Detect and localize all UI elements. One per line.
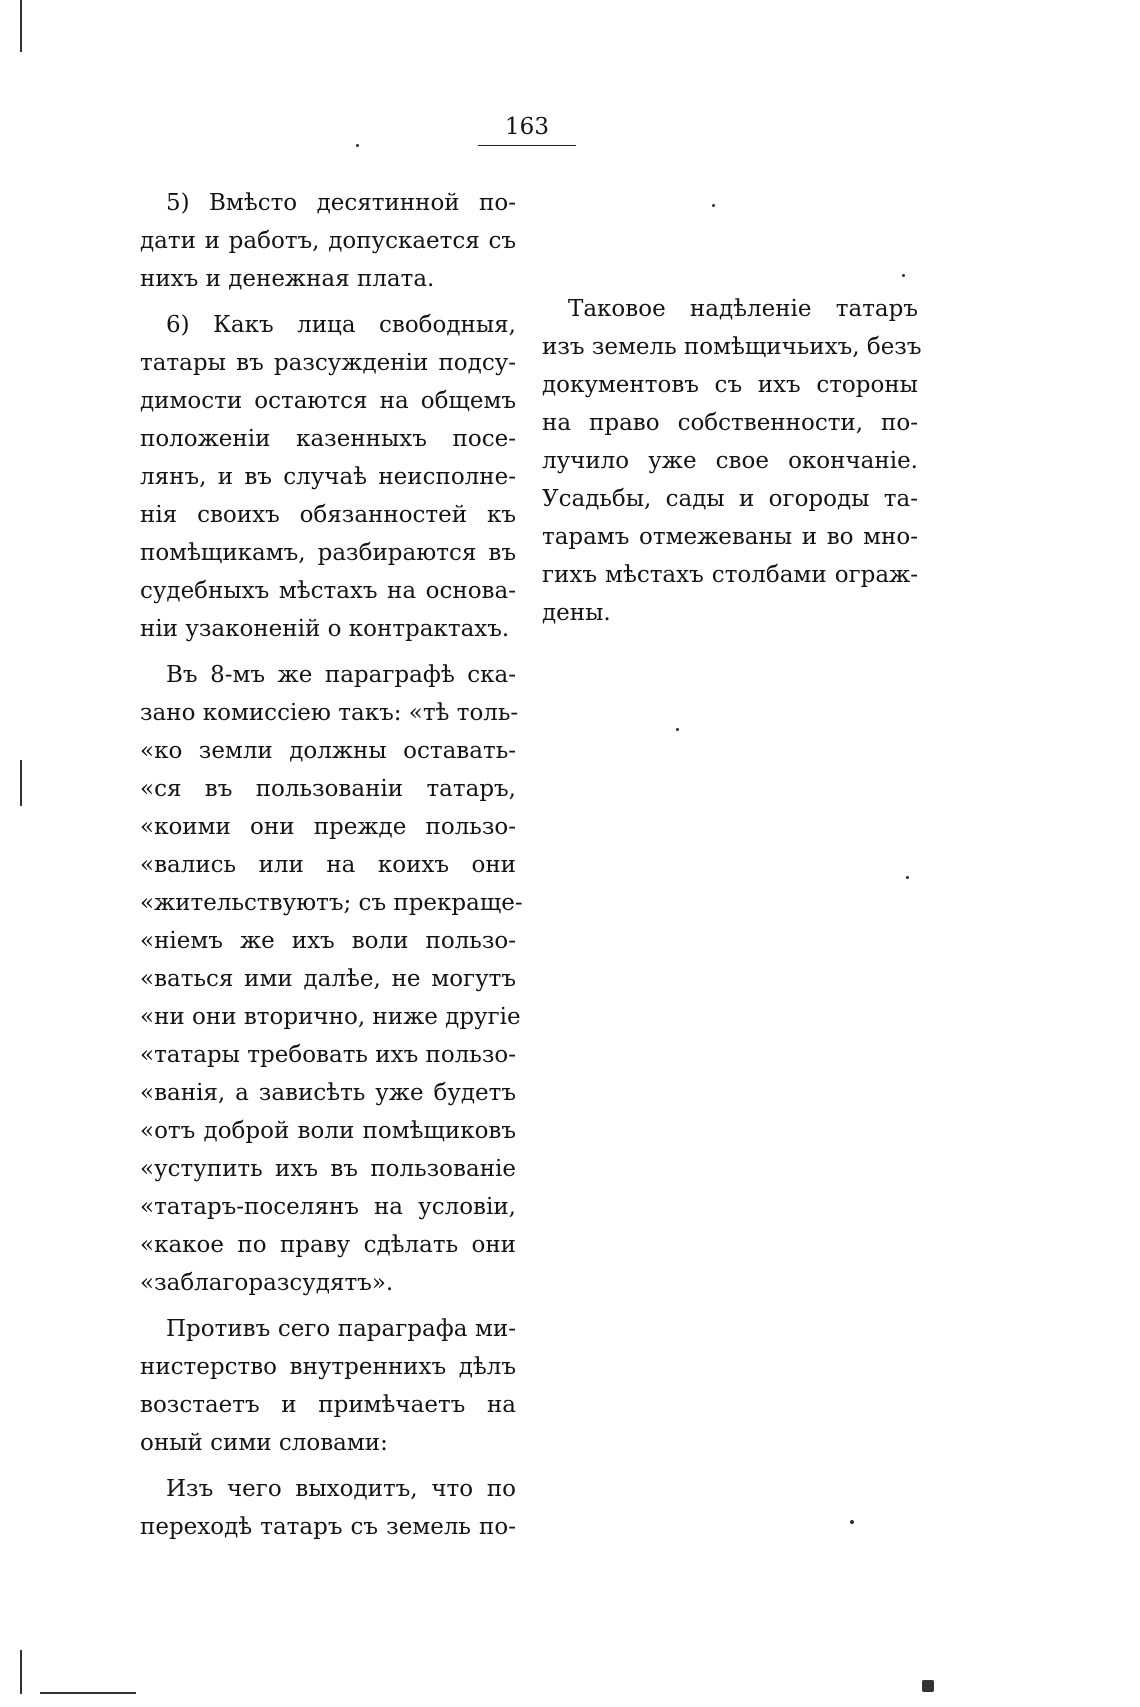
text-line: «отъ доброй воли помѣщиковъ	[140, 1118, 516, 1144]
page-number-rule	[478, 145, 576, 146]
text-line: документовъ съ ихъ стороны	[542, 372, 918, 398]
text-line: Въ 8-мъ же параграфѣ ска-	[166, 662, 516, 688]
text-line: Таковое надѣленiе татаръ	[568, 296, 918, 322]
text-line: Изъ чего выходитъ, что по	[166, 1476, 516, 1502]
text-line: «какое по праву сдѣлать они	[140, 1232, 516, 1258]
text-line: «ванiя, а зависѣть уже будетъ	[140, 1080, 516, 1106]
text-line: помѣщикамъ, разбираются въ	[140, 540, 516, 566]
scan-speck	[906, 876, 909, 879]
text-line: 5) Вмѣсто десятинной по-	[166, 190, 516, 216]
page-number: 163	[505, 114, 549, 140]
scan-speck	[712, 204, 715, 207]
text-line: «уступить ихъ въ пользованiе	[140, 1156, 516, 1182]
scan-speck	[356, 144, 359, 147]
left-column	[140, 184, 523, 1546]
text-line: «татаръ-поселянъ на условiи,	[140, 1194, 516, 1220]
text-line: «коими они прежде пользо-	[140, 814, 516, 840]
text-line: татары въ разсужденiи подсу-	[140, 350, 516, 376]
text-line: оный сими словами:	[140, 1430, 388, 1456]
text-line: «ни они вторично, ниже другiе	[140, 1004, 521, 1030]
text-line: лучило уже свое окончанiе.	[542, 448, 918, 474]
scan-speck	[676, 728, 679, 731]
scan-speck	[902, 274, 905, 277]
paragraph-gap	[140, 298, 516, 306]
text-line: дены.	[542, 600, 611, 626]
right-column	[542, 290, 922, 632]
text-line: Усадьбы, сады и огороды та-	[542, 486, 918, 512]
scan-edge-mark	[20, 760, 22, 806]
text-line: димости остаются на общемъ	[140, 388, 516, 414]
text-line: гихъ мѣстахъ столбами ограж-	[542, 562, 918, 588]
paragraph-gap	[140, 1462, 516, 1470]
text-line: нихъ и денежная плата.	[140, 266, 435, 292]
scan-edge-mark	[20, 1650, 22, 1694]
text-line: «заблагоразсудятъ».	[140, 1270, 394, 1296]
text-line: зано комиссiею такъ: «тѣ толь-	[140, 700, 519, 726]
text-line: тарамъ отмежеваны и во мно-	[542, 524, 918, 550]
text-line: «ся въ пользованiи татаръ,	[140, 776, 516, 802]
text-line: на право собственности, по-	[542, 410, 918, 436]
text-line: 6) Какъ лица свободныя,	[166, 312, 516, 338]
scan-edge-mark	[922, 1680, 934, 1692]
text-line: дати и работъ, допускается съ	[140, 228, 516, 254]
text-line: нiя своихъ обязанностей къ	[140, 502, 516, 528]
text-line: переходѣ татаръ съ земель по-	[140, 1514, 516, 1540]
paragraph-gap	[140, 648, 516, 656]
scan-edge-mark	[20, 0, 22, 52]
text-line: судебныхъ мѣстахъ на основа-	[140, 578, 516, 604]
text-line: положенiи казенныхъ посе-	[140, 426, 516, 452]
text-line: возстаетъ и примѣчаетъ на	[140, 1392, 516, 1418]
text-line: «ко земли должны оставать-	[140, 738, 516, 764]
text-line: лянъ, и въ случаѣ неисполне-	[140, 464, 516, 490]
text-line: изъ земель помѣщичьихъ, безъ	[542, 334, 922, 360]
scan-edge-mark	[40, 1692, 136, 1694]
text-line: «вались или на коихъ они	[140, 852, 516, 878]
text-line: нистерство внутреннихъ дѣлъ	[140, 1354, 516, 1380]
text-line: «татары требовать ихъ пользо-	[140, 1042, 516, 1068]
scan-speck	[850, 1520, 854, 1524]
text-line: нiи узаконенiй о контрактахъ.	[140, 616, 510, 642]
text-line: «ваться ими далѣе, не могутъ	[140, 966, 516, 992]
text-line: «жительствуютъ; съ прекраще-	[140, 890, 523, 916]
text-line: «нiемъ же ихъ воли пользо-	[140, 928, 516, 954]
paragraph-gap	[140, 1302, 516, 1310]
text-line: Противъ сего параграфа ми-	[166, 1316, 516, 1342]
